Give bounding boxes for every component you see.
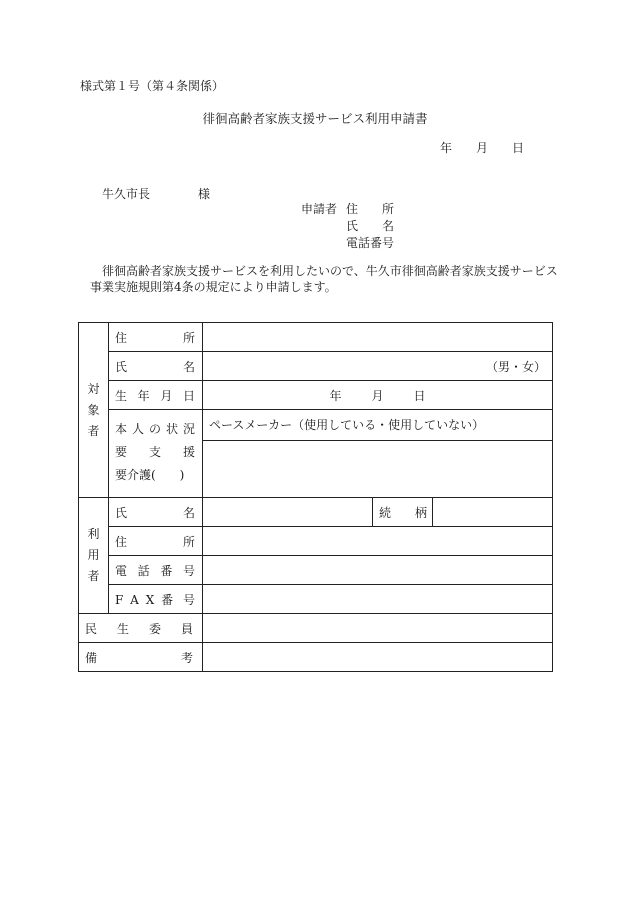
- remarks-field[interactable]: [203, 643, 553, 672]
- date-day: 日: [512, 141, 525, 155]
- addressee-name: 牛久市長: [102, 187, 151, 201]
- applicant-label: 申請者: [301, 202, 338, 216]
- user-phone-label: 電 話 番 号: [109, 556, 203, 585]
- applicant-phone-label: 電話番号: [346, 236, 395, 250]
- remarks-label: 備 考: [79, 643, 203, 672]
- user-name-label: 氏 名: [109, 498, 203, 527]
- application-statement: [90, 263, 560, 295]
- welfare-commissioner-field[interactable]: [203, 614, 553, 643]
- user-group-label: 利 用 者: [79, 498, 109, 614]
- user-relation-label: 続 柄: [373, 498, 433, 527]
- subject-name-label: 氏 名: [109, 352, 203, 381]
- application-table: [78, 322, 553, 672]
- user-phone-field[interactable]: [203, 556, 553, 585]
- addressee: [102, 188, 210, 200]
- user-fax-field[interactable]: [203, 585, 553, 614]
- form-number: 様式第１号（第４条関係）: [80, 79, 225, 93]
- user-name-field[interactable]: [203, 498, 373, 527]
- applicant-fields: [346, 203, 394, 254]
- document-title: 徘徊高齢者家族支援サービス利用申請書: [202, 111, 428, 126]
- subject-gender-field[interactable]: （男・女）: [203, 352, 553, 381]
- subject-status-label: 本 人 の 状 況 要 支 援 要介護( ): [109, 410, 203, 498]
- welfare-commissioner-label: 民 生 委 員: [79, 614, 203, 643]
- applicant-address-label: 住 所: [346, 202, 394, 216]
- subject-birth-field[interactable]: 年 月 日: [203, 381, 553, 410]
- user-address-label: 住 所: [109, 527, 203, 556]
- user-relation-field[interactable]: [433, 498, 553, 527]
- date-line: [440, 142, 524, 154]
- date-year: 年: [440, 141, 453, 155]
- subject-address-label: 住 所: [109, 323, 203, 352]
- subject-group-label: 対 象 者: [79, 323, 109, 498]
- addressee-honorific: 様: [198, 187, 211, 201]
- user-address-field[interactable]: [203, 527, 553, 556]
- user-fax-label: F A X 番 号: [109, 585, 203, 614]
- applicant-name-label: 氏 名: [346, 219, 394, 233]
- date-month: 月: [476, 141, 489, 155]
- statement-line-2: 事業実施規則第4条の規定により申請します。: [90, 280, 337, 294]
- care-level-field[interactable]: [203, 441, 553, 498]
- statement-line-1: 徘徊高齢者家族支援サービスを利用したいので、牛久市徘徊高齢者家族支援サービス: [102, 264, 558, 278]
- pacemaker-field[interactable]: ペースメーカー（使用している・使用していない）: [203, 410, 553, 441]
- subject-birth-label: 生 年 月 日: [109, 381, 203, 410]
- subject-address-field[interactable]: [203, 323, 553, 352]
